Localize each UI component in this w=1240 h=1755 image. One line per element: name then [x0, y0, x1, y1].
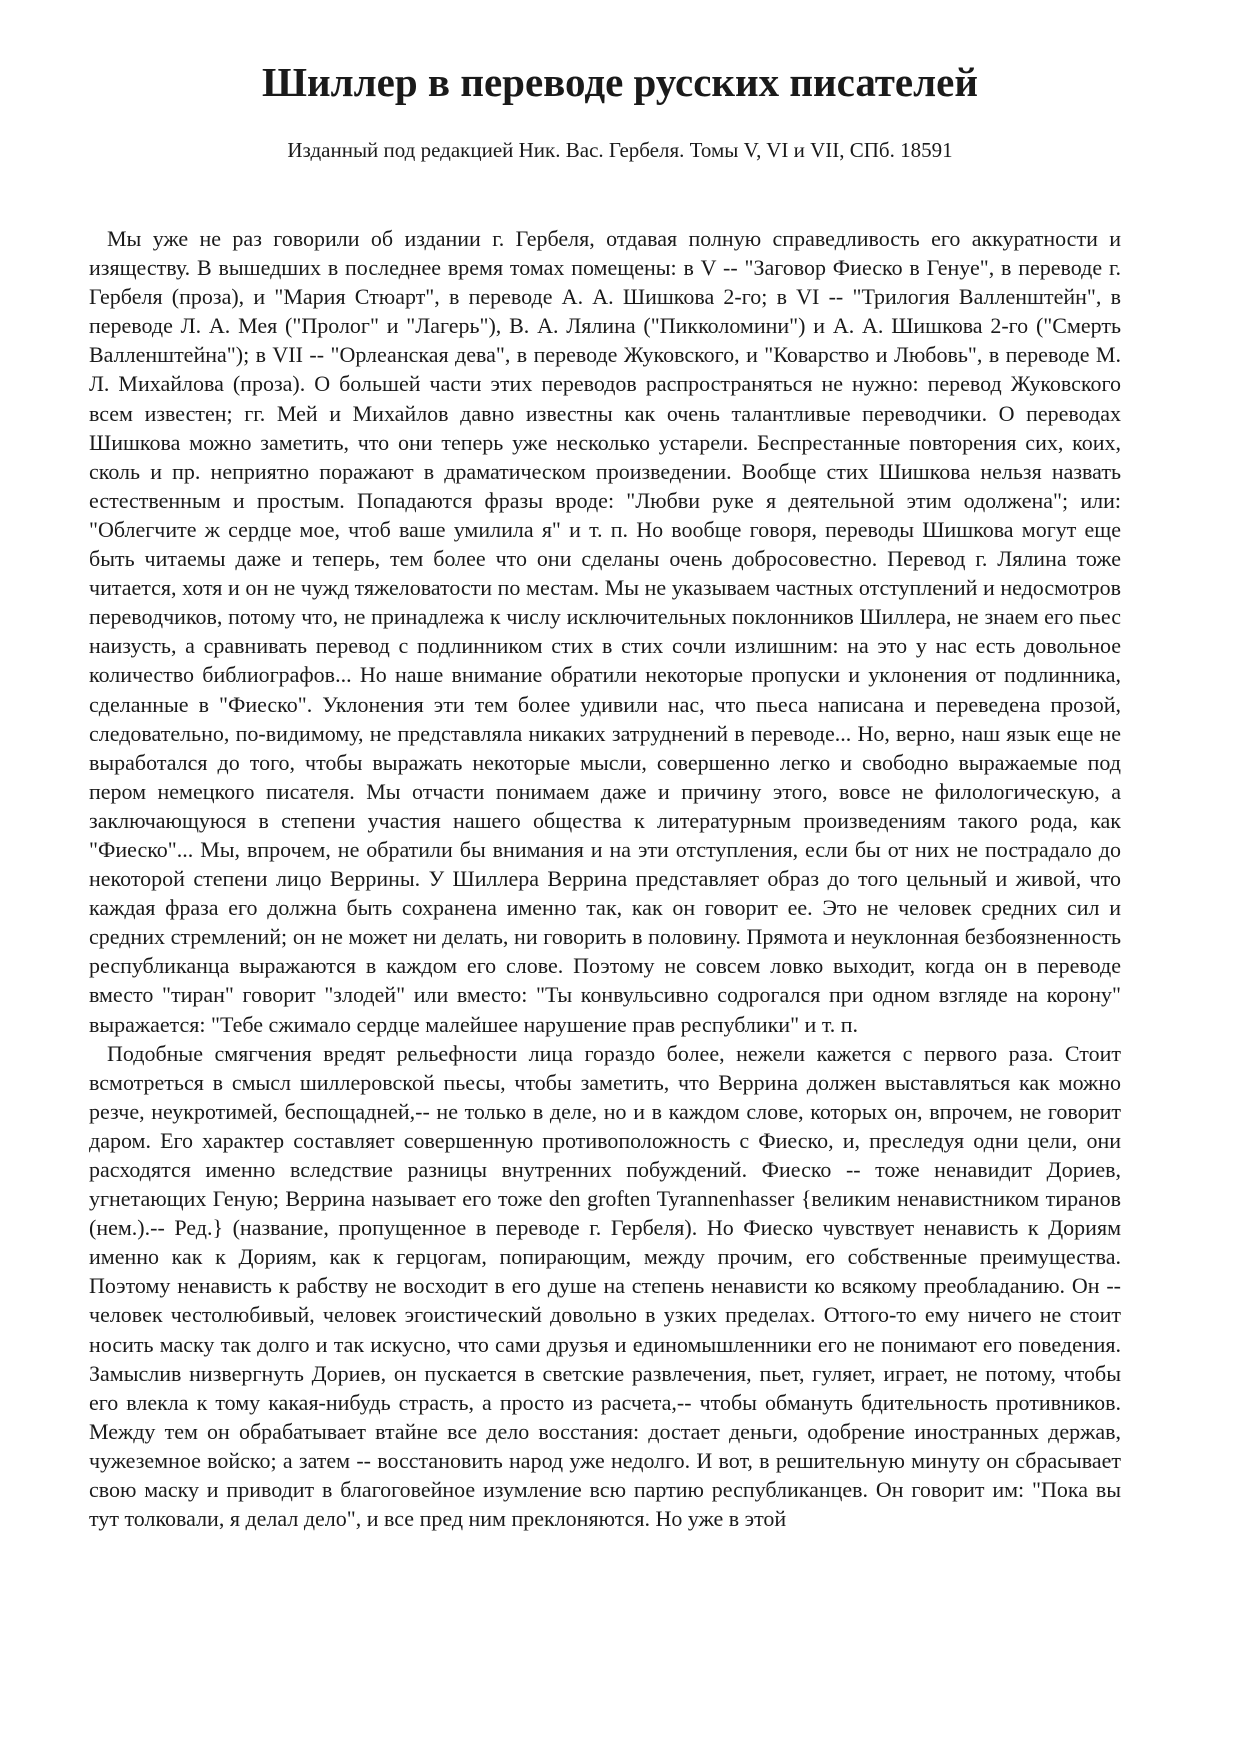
page-title: Шиллер в переводе русских писателей: [262, 59, 978, 105]
paragraph-2: Подобные смягчения вредят рельефности лица гораздо более, нежели кажется с первого раза. Стоит всмотреться в смысл шиллеровской пьесы, чтобы заметить, что Веррина должен выставляться как можно резче, неукротимей, беспощадней,-- не только в деле, но и в каждом слове, которых он, впрочем, не говорит даром. Его характер составляет совершенную противоположность с Фиеско, и, преследуя одни цели, они расходятся именно вследствие разницы внутренних побуждений. Фиеско -- тоже ненавидит Дориев, угнетающих Геную; Веррина называет его тоже den groften Tyrannenhasser {великим ненавистником тиранов (нем.).-- Ред.} (название, пропущенное в переводе г. Гербеля). Но Фиеско чувствует ненависть к Дориям именно как к Дориям, как к герцогам, попирающим, между прочим, его собственные преимущества. Поэтому ненависть к рабству не восходит в его душе на степень ненависти ко всякому преобладанию. Он -- человек честолюбивый, человек эгоистический довольно в узких пределах. Оттого-то ему ничего не стоит носить маску так долго и так искусно, что сами друзья и единомышленники его не понимают его поведения. Замыслив низвергнуть Дориев, он пускается в светские развлечения, пьет, гуляет, играет, не потому, чтобы его влекла к тому какая-нибудь страсть, а просто из расчета,-- чтобы обмануть бдительность противников. Между тем он обрабатывает втайне все дело восстания: достает деньги, одобрение иностранных держав, чужеземное войско; а затем -- восстановить народ уже недолго. И вот, в решительную минуту он сбрасывает свою маску и приводит в благоговейное изумление всю партию республиканцев. Он говорит им: "Пока вы тут толковали, я делал дело", и все пред ним преклоняются. Но уже в этой: [89, 1040, 1121, 1532]
page-subtitle: Изданный под редакцией Ник. Вас. Гербеля. Томы V, VI и VII, СПб. 18591: [287, 138, 953, 162]
paragraph-1: Мы уже не раз говорили об издании г. Гербеля, отдавая полную справедливость его аккуратности и изяществу. В вышедших в последнее время томах помещены: в V -- "Заговор Фиеско в Генуе", в переводе г. Гербеля (проза), и "Мария Стюарт", в переводе А. А. Шишкова 2-го; в VI -- "Трилогия Валленштейн", в переводе Л. А. Мея ("Пролог" и "Лагерь"), В. А. Лялина ("Пикколомини") и А. А. Шишкова 2-го ("Смерть Валленштейна"); в VII -- "Орлеанская дева", в переводе Жуковского, и "Коварство и Любовь", в переводе М. Л. Михайлова (проза). О большей части этих переводов распространяться не нужно: перевод Жуковского всем известен; гг. Мей и Михайлов давно известны как очень талантливые переводчики. О переводах Шишкова можно заметить, что они теперь уже несколько устарели. Беспрестанные повторения сих, коих, сколь и пр. неприятно поражают в драматическом произведении. Вообще стих Шишкова нельзя назвать естественным и простым. Попадаются фразы вроде: "Любви руке я деятельной этим одолжена"; или: "Облегчите ж сердце мое, чтоб ваше умилила я" и т. п. Но вообще говоря, переводы Шишкова могут еще быть читаемы даже и теперь, тем более что они сделаны очень добросовестно. Перевод г. Лялина тоже читается, хотя и он не чужд тяжеловатости по местам. Мы не указываем частных отступлений и недосмотров переводчиков, потому что, не принадлежа к числу исключительных поклонников Шиллера, не знаем его пьес наизусть, а сравнивать перевод с подлинником стих в стих сочли излишним: на это у нас есть довольное количество библиографов... Но наше внимание обратили некоторые пропуски и уклонения от подлинника, сделанные в "Фиеско". Уклонения эти тем более удивили нас, что пьеса написана и переведена прозой, следовательно, по-видимому, не представляла никаких затруднений в переводе... Но, верно, наш язык еще не выработался до того, чтобы выражать некоторые мысли, совершенно легко и свободно выражаемые под пером немецкого писателя. Мы отчасти понимаем даже и причину этого, вовсе не филологическую, а заключающуюся в степени участия нашего общества к литературным произведениям такого рода, как "Фиеско"... Мы, впрочем, не обратили бы внимания и на эти отступления, если бы от них не пострадало до некоторой степени лицо Веррины. У Шиллера Веррина представляет образ до того цельный и живой, что каждая фраза его должна быть сохранена именно так, как он говорит ее. Это не человек средних сил и средних стремлений; он не может ни делать, ни говорить в половину. Прямота и неуклонная безбоязненность республиканца выражаются в каждом его слове. Поэтому не совсем ловко выходит, когда он в переводе вместо "тиран" говорит "злодей" или вместо: "Ты конвульсивно содрогался при одном взгляде на корону" выражается: "Тебе сжимало сердце малейшее нарушение прав республики" и т. п.: [89, 226, 1121, 1037]
article-body: [89, 224, 1121, 1533]
